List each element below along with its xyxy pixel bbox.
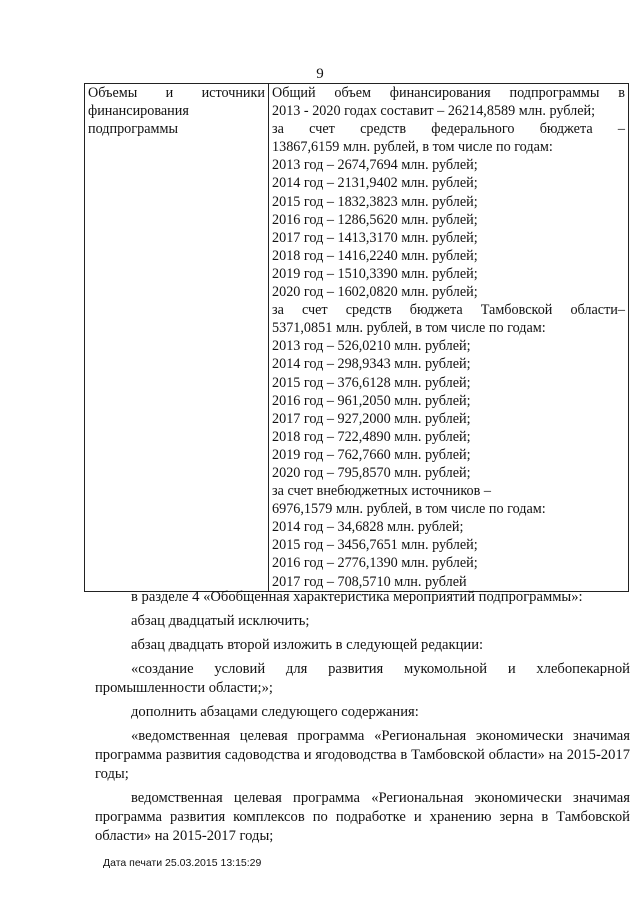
value-cell [269, 84, 629, 592]
paragraph: в разделе 4 «Обобщенная характеристика мероприятий подпрограммы»: [131, 589, 583, 605]
value-line: 2015 год – 3456,7651 млн. рублей; [272, 537, 478, 554]
body-text [95, 588, 630, 851]
paragraph: абзац двадцать второй изложить в следующей редакции: [131, 637, 484, 653]
value-line: 2013 год – 2674,7694 млн. рублей; [272, 157, 478, 174]
value-line: 2014 год – 34,6828 млн. рублей; [272, 519, 464, 536]
label-line: Объемы и источники [88, 85, 265, 101]
value-line: 2013 - 2020 годах составит – 26214,8589 млн. рублей; [272, 103, 596, 120]
value-line: 2014 год – 298,9343 млн. рублей; [272, 356, 471, 373]
value-line: 2015 год – 376,6128 млн. рублей; [272, 374, 471, 391]
print-date-footer: Дата печати 25.03.2015 13:15:29 [103, 857, 262, 869]
label-line: финансирования [88, 103, 189, 120]
value-line: 13867,6159 млн. рублей, в том числе по годам: [272, 139, 553, 156]
value-line: 2019 год – 1510,3390 млн. рублей; [272, 265, 478, 282]
value-line: 2017 год – 927,2000 млн. рублей; [272, 410, 471, 427]
value-line: за счет средств бюджета Тамбовской области– [272, 302, 625, 319]
value-line: 2018 год – 1416,2240 млн. рублей; [272, 247, 478, 264]
paragraph: «ведомственная целевая программа «Региональная экономически значимая программа развития садоводства и ягодоводства в Тамбовской области» на 2015-2017 годы; [95, 728, 630, 782]
value-line: 2020 год – 1602,0820 млн. рублей; [272, 284, 478, 301]
paragraph: абзац двадцатый исключить; [131, 613, 310, 629]
paragraph: дополнить абзацами следующего содержания: [131, 704, 419, 720]
page-number: 9 [316, 66, 324, 82]
value-line: 2013 год – 526,0210 млн. рублей; [272, 338, 471, 355]
value-line: 2017 год – 708,5710 млн. рублей [272, 573, 467, 590]
value-line: 2017 год – 1413,3170 млн. рублей; [272, 229, 478, 246]
value-line: 2016 год – 961,2050 млн. рублей; [272, 392, 471, 409]
value-line: за счет внебюджетных источников – [272, 483, 491, 500]
paragraph: «создание условий для развития мукомольной и хлебопекарной промышленности области;»; [95, 661, 630, 696]
value-line: 2019 год – 762,7660 млн. рублей; [272, 446, 471, 463]
value-line: 5371,0851 млн. рублей, в том числе по годам: [272, 320, 546, 337]
financing-table [84, 83, 629, 592]
label-cell [85, 84, 269, 592]
value-line: 2016 год – 2776,1390 млн. рублей; [272, 555, 478, 572]
paragraph: ведомственная целевая программа «Региональная экономически значимая программа развития комплексов по подработке и хранению зерна в Тамбовской области» на 2015-2017 годы; [95, 790, 630, 844]
value-line: 2015 год – 1832,3823 млн. рублей; [272, 193, 478, 210]
value-line: 2018 год – 722,4890 млн. рублей; [272, 428, 471, 445]
label-line: подпрограммы [88, 121, 178, 138]
value-line: 2016 год – 1286,5620 млн. рублей; [272, 211, 478, 228]
value-line: 2014 год – 2131,9402 млн. рублей; [272, 175, 478, 192]
value-line: 2020 год – 795,8570 млн. рублей; [272, 464, 471, 481]
value-line: за счет средств федерального бюджета – [272, 121, 625, 138]
value-line: 6976,1579 млн. рублей, в том числе по годам: [272, 501, 546, 518]
table-row [85, 84, 629, 592]
value-line: Общий объем финансирования подпрограммы в [272, 85, 625, 101]
